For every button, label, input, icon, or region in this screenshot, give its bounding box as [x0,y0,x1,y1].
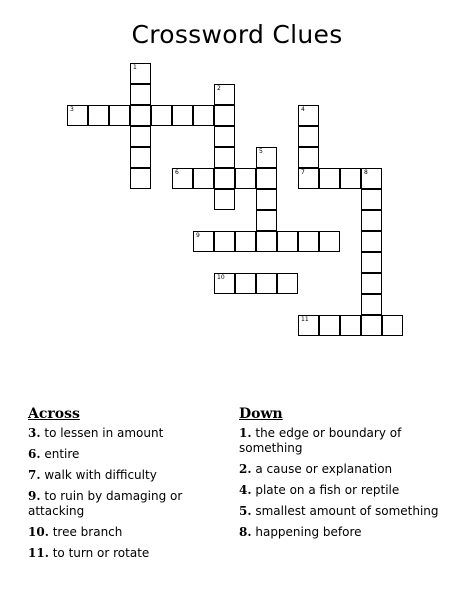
grid-cell[interactable] [361,294,382,315]
grid-cell[interactable] [256,189,277,210]
across-clues [28,407,228,567]
grid-cell[interactable] [361,168,382,189]
grid-cell[interactable] [340,168,361,189]
across-heading: Across [28,406,80,422]
grid-cell[interactable] [88,105,109,126]
clue-across [28,525,228,540]
clue-text: happening before [255,525,362,539]
clue-text: smallest amount of something [255,504,439,518]
clue-text: the edge or boundary of something [239,426,402,455]
down-clues [239,407,439,546]
cell-number: 4 [301,106,305,113]
grid-cell[interactable] [382,315,403,336]
grid-cell[interactable] [298,315,319,336]
grid-cell[interactable] [235,273,256,294]
grid-cell[interactable] [340,315,361,336]
cell-number: 5 [259,148,263,155]
down-heading: Down [239,406,283,422]
grid-cell[interactable] [235,168,256,189]
grid-cell[interactable] [256,231,277,252]
grid-cell[interactable] [319,168,340,189]
grid-cell[interactable] [256,210,277,231]
cell-number: 6 [175,169,179,176]
grid-cell[interactable] [193,231,214,252]
grid-cell[interactable] [109,105,130,126]
clue-number: 7. [28,468,41,482]
grid-cell[interactable] [214,168,235,189]
clue-text: plate on a fish or reptile [255,483,400,497]
clue-text: walk with difficulty [44,468,157,482]
cell-number: 1 [133,64,137,71]
grid-cell[interactable] [256,273,277,294]
cell-number: 10 [217,274,225,281]
grid-cell[interactable] [319,315,340,336]
clue-number: 9. [28,489,41,503]
grid-cell[interactable] [256,168,277,189]
grid-cell[interactable] [361,315,382,336]
grid-cell[interactable] [172,168,193,189]
grid-cell[interactable] [277,231,298,252]
grid-cell[interactable] [298,105,319,126]
clue-number: 4. [239,483,252,497]
clue-down [239,525,439,540]
grid-cell[interactable] [193,105,214,126]
clue-number: 1. [239,426,252,440]
grid-cell[interactable] [214,189,235,210]
cell-number: 7 [301,169,305,176]
grid-cell[interactable] [361,252,382,273]
clue-across [28,546,228,561]
grid-cell[interactable] [277,273,298,294]
clue-down [239,426,439,456]
clue-number: 2. [239,462,252,476]
clue-across [28,489,228,519]
grid-cell[interactable] [151,105,172,126]
grid-cell[interactable] [361,210,382,231]
grid-cell[interactable] [130,105,151,126]
clue-across [28,426,228,441]
clue-number: 8. [239,525,252,539]
grid-cell[interactable] [130,126,151,147]
grid-cell[interactable] [67,105,88,126]
grid-cell[interactable] [130,63,151,84]
clue-across [28,468,228,483]
grid-cell[interactable] [214,273,235,294]
grid-cell[interactable] [214,105,235,126]
grid-cell[interactable] [361,231,382,252]
clue-text: a cause or explanation [255,462,393,476]
clue-text: to turn or rotate [52,546,150,560]
grid-cell[interactable] [130,147,151,168]
grid-cell[interactable] [193,168,214,189]
clue-number: 10. [28,525,49,539]
clue-number: 3. [28,426,41,440]
grid-cell[interactable] [214,126,235,147]
grid-cell[interactable] [319,231,340,252]
clue-text: to ruin by damaging or attacking [28,489,183,518]
grid-cell[interactable] [298,147,319,168]
grid-cell[interactable] [214,84,235,105]
grid-cell[interactable] [130,84,151,105]
clue-down [239,504,439,519]
clue-down [239,483,439,498]
cell-number: 11 [301,316,309,323]
clue-text: tree branch [52,525,123,539]
grid-cell[interactable] [256,147,277,168]
grid-cell[interactable] [298,231,319,252]
clue-number: 6. [28,447,41,461]
clue-number: 11. [28,546,49,560]
clue-text: entire [44,447,80,461]
grid-cell[interactable] [172,105,193,126]
grid-cell[interactable] [298,126,319,147]
clue-down [239,462,439,477]
clue-across [28,447,228,462]
grid-cell[interactable] [235,231,256,252]
grid-cell[interactable] [130,168,151,189]
cell-number: 9 [196,232,200,239]
grid-cell[interactable] [214,147,235,168]
grid-cell[interactable] [298,168,319,189]
clue-text: to lessen in amount [44,426,164,440]
page-title: Crossword Clues [131,20,343,49]
cell-number: 3 [70,106,74,113]
grid-cell[interactable] [361,189,382,210]
clue-number: 5. [239,504,252,518]
grid-cell[interactable] [214,231,235,252]
cell-number: 8 [364,169,368,176]
grid-cell[interactable] [361,273,382,294]
cell-number: 2 [217,85,221,92]
